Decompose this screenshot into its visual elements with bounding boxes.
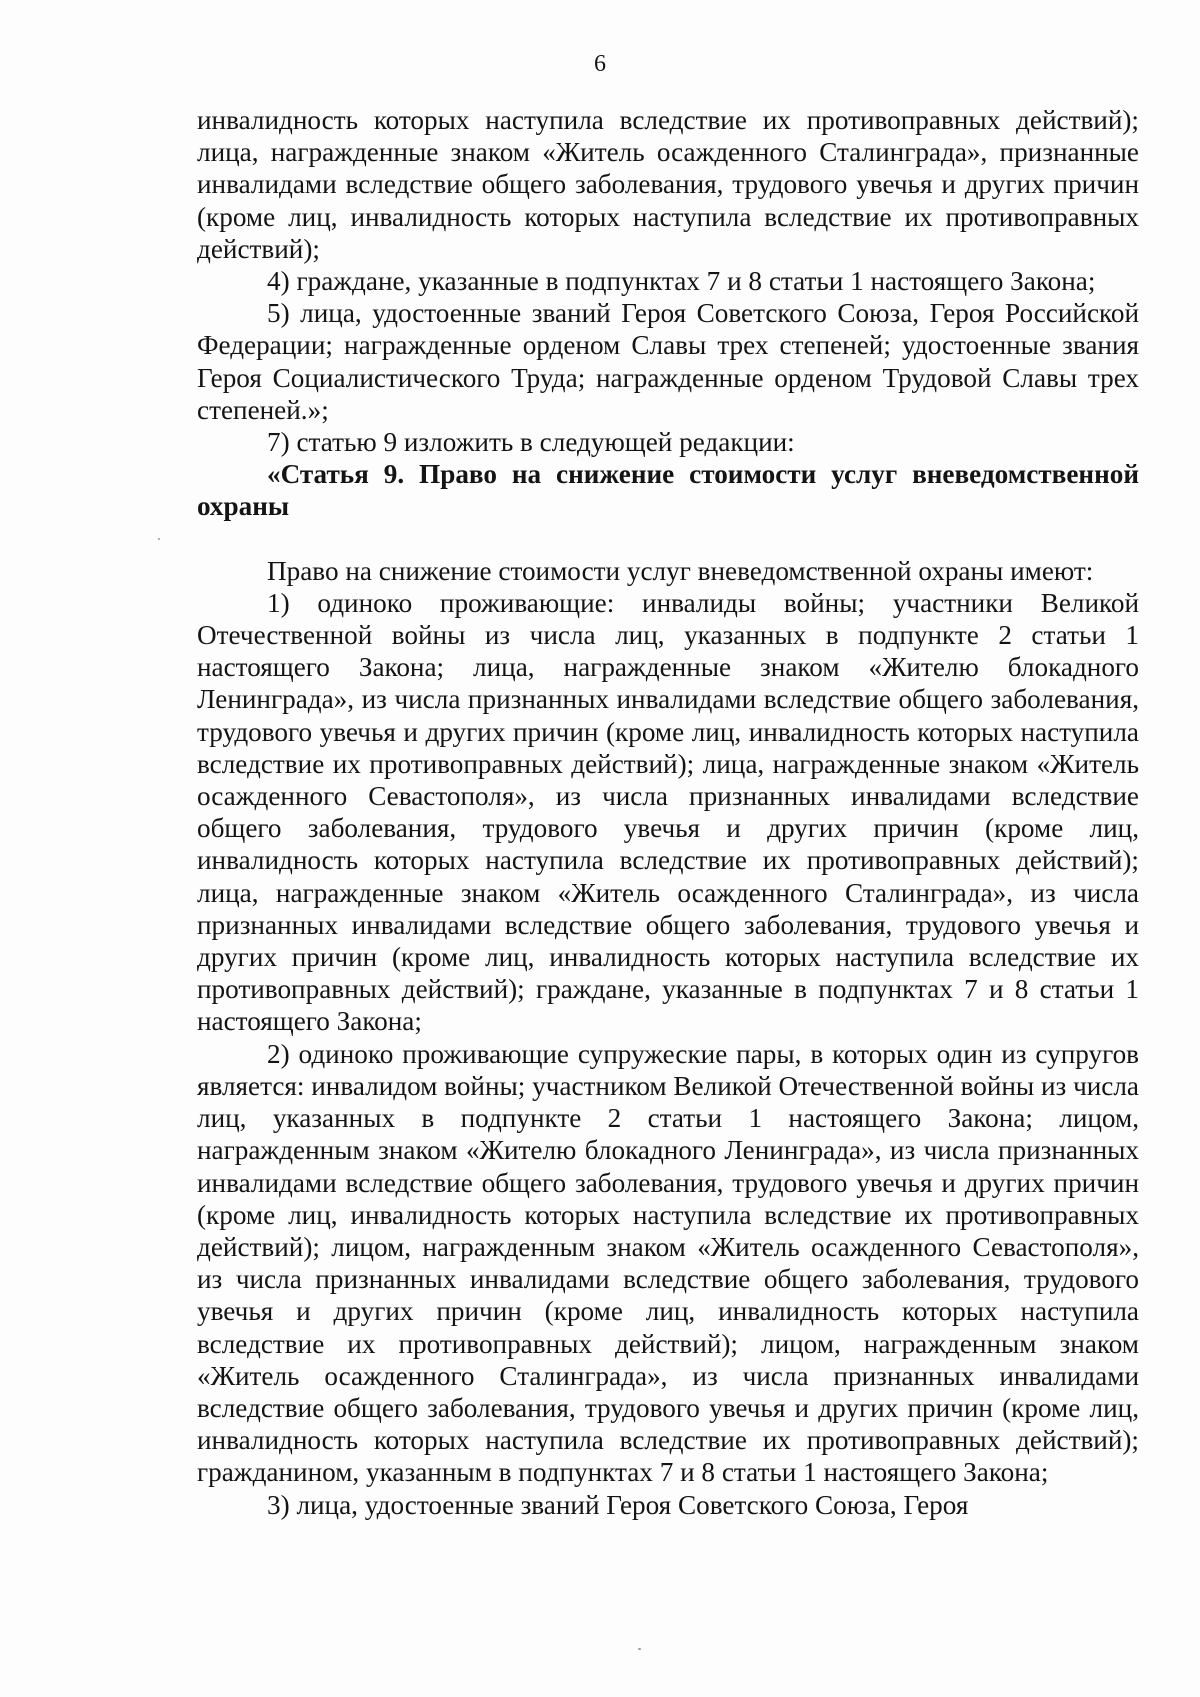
article-heading: «Статья 9. Право на снижение стоимости услуг вневедомственной охраны — [197, 459, 1139, 522]
scan-speck — [158, 538, 160, 540]
scan-speck — [638, 1648, 641, 1650]
paragraph-item-5: 5) лица, удостоенные званий Героя Советского Союза, Героя Российской Федерации; награжденные орденом Славы трех степеней; удостоенные звания Героя Социалистического Труда; награжденные орденом Трудовой Славы трех степеней.»; — [197, 298, 1139, 425]
paragraph-item-4: 4) граждане, указанные в подпунктах 7 и 8 статьи 1 настоящего Закона; — [267, 266, 1096, 297]
paragraph-continuation: инвалидность которых наступила вследствие их противоправных действий); лица, награжденные знаком «Житель осажденного Сталинграда», признанные инвалидами вследствие общего заболевания, трудового увечья и других причин (кроме лиц, инвалидность которых наступила вследствие их противоправных действий); — [197, 105, 1139, 264]
paragraph-list-item-1: 1) одиноко проживающие: инвалиды войны; участники Великой Отечественной войны из числа лиц, указанных в подпункте 2 статьи 1 настоящего Закона; лица, награжденные знаком «Жителю блокадного Ленинграда», из числа признанных инвалидами вследствие общего заболевания, трудового увечья и других причин (кроме лиц, инвалидность которых наступила вследствие их противоправных действий); лица, награжденные знаком «Житель осажденного Севастополя», из числа признанных инвалидами вследствие общего заболевания, трудового увечья и других причин (кроме лиц, инвалидность которых наступила вследствие их противоправных действий); лица, награжденные знаком «Житель осажденного Сталинграда», из числа признанных инвалидами вследствие общего заболевания, трудового увечья и других причин (кроме лиц, инвалидность которых наступила вследствие их противоправных действий); граждане, указанные в подпунктах 7 и 8 статьи 1 настоящего Закона; — [197, 587, 1139, 1037]
page-number: 6 — [594, 51, 606, 77]
document-body — [197, 104, 1139, 1521]
paragraph-intro: Право на снижение стоимости услуг вневедомственной охраны имеют: — [267, 555, 1094, 586]
paragraph-list-item-2: 2) одиноко проживающие супружеские пары, в которых один из супругов является: инвалидом войны; участником Великой Отечественной войны из числа лиц, указанных в подпункте 2 статьи 1 настоящего Закона; лицом, награжденным знаком «Жителю блокадного Ленинграда», из числа признанных инвалидами вследствие общего заболевания, трудового увечья и других причин (кроме лиц, инвалидность которых наступила вследствие их противоправных действий); лицом, награжденным знаком «Житель осажденного Севастополя», из числа признанных инвалидами вследствие общего заболевания, трудового увечья и других причин (кроме лиц, инвалидность которых наступила вследствие их противоправных действий); лицом, награжденным знаком «Житель осажденного Сталинграда», из числа признанных инвалидами вследствие общего заболевания, трудового увечья и других причин (кроме лиц, инвалидность которых наступила вследствие их противоправных действий); гражданином, указанным в подпунктах 7 и 8 статьи 1 настоящего Закона; — [197, 1038, 1139, 1488]
paragraph-list-item-3: 3) лица, удостоенные званий Героя Советского Союза, Героя — [267, 1489, 969, 1520]
paragraph-item-7: 7) статью 9 изложить в следующей редакции: — [267, 427, 795, 458]
